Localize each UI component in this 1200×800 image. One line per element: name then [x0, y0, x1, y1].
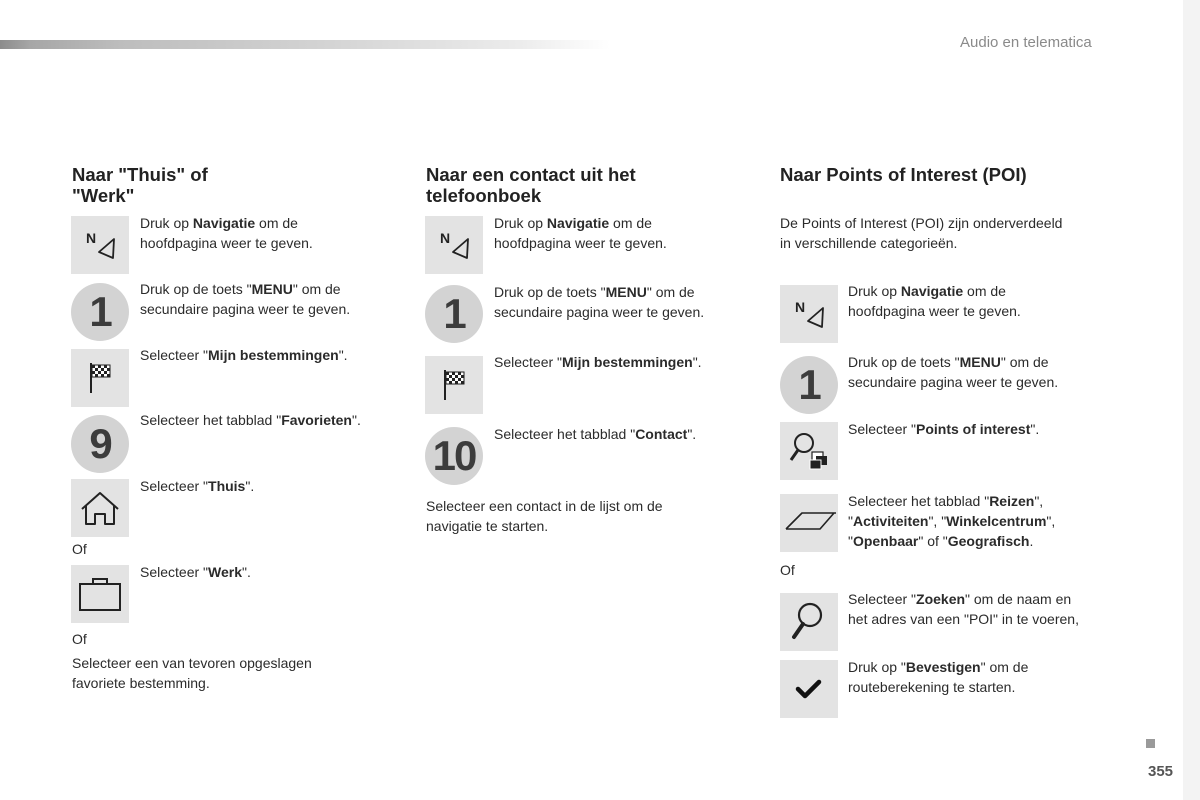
page-marker: [1146, 739, 1155, 748]
step-text: Druk op "Bevestigen" om de routeberekening te starten.: [848, 659, 1029, 695]
header-title: Audio en telematica: [960, 34, 1092, 51]
step-text: Druk op Navigatie om de hoofdpagina weer te geven.: [494, 215, 667, 251]
step-badge: 1: [425, 285, 483, 343]
step-text: Selecteer "Thuis".: [140, 478, 255, 494]
navigation-icon: [425, 216, 483, 274]
checkered-flag-icon: [71, 349, 129, 407]
svg-text:N: N: [86, 230, 97, 246]
page-number: 355: [1148, 763, 1174, 780]
step-badge: 1: [780, 356, 838, 414]
step-text: Druk op de toets "MENU" om de secundaire pagina weer te geven.: [494, 284, 705, 320]
checkered-flag-icon: [425, 356, 483, 414]
step-text: Druk op Navigatie om de hoofdpagina weer te geven.: [140, 215, 313, 251]
step-text: Selecteer het tabblad "Contact".: [494, 426, 697, 442]
step-badge: 1: [71, 283, 129, 341]
step-text: Selecteer het tabblad "Reizen", "Activiteiten", "Winkelcentrum", "Openbaar" of "Geografisch.: [848, 493, 1056, 549]
home-icon: [71, 479, 129, 537]
footer-text: Selecteer een contact in de lijst om de navigatie te starten.: [426, 498, 663, 534]
footer-text: Selecteer een van tevoren opgeslagen favoriete bestemming.: [72, 655, 312, 691]
page-edge-strip: [1183, 0, 1200, 800]
step-text: Druk op Navigatie om de hoofdpagina weer te geven.: [848, 283, 1021, 319]
poi-search-icon: [780, 422, 838, 480]
column-title: Naar Points of Interest (POI): [780, 164, 1027, 185]
column-title: Naar een contact uit het telefoonboek: [426, 164, 636, 206]
intro-text: De Points of Interest (POI) zijn onderverdeeld in verschillende categorieën.: [780, 215, 1063, 251]
step-text: Selecteer het tabblad "Favorieten".: [140, 412, 361, 428]
step-text: Selecteer "Points of interest".: [848, 421, 1040, 437]
or-label: Of: [72, 631, 87, 647]
step-badge: 9: [71, 415, 129, 473]
or-label: Of: [780, 562, 795, 578]
step-badge: 10: [425, 427, 483, 485]
briefcase-icon: [71, 565, 129, 623]
svg-text:N: N: [440, 230, 451, 246]
column-title: Naar "Thuis" of "Werk": [72, 164, 208, 206]
checkmark-icon: [780, 660, 838, 718]
navigation-icon: [71, 216, 129, 274]
header-gradient-bar: [0, 40, 610, 49]
magnifier-icon: [780, 593, 838, 651]
or-label: Of: [72, 541, 87, 557]
svg-text:N: N: [795, 299, 806, 315]
step-text: Druk op de toets "MENU" om de secundaire pagina weer te geven.: [140, 281, 351, 317]
step-text: Selecteer "Mijn bestemmingen".: [140, 347, 348, 363]
step-text: Selecteer "Zoeken" om de naam en het adres van een "POI" in te voeren,: [848, 591, 1079, 627]
step-text: Selecteer "Werk".: [140, 564, 251, 580]
step-text: Selecteer "Mijn bestemmingen".: [494, 354, 702, 370]
navigation-icon: [780, 285, 838, 343]
road-icon: [780, 494, 838, 552]
step-text: Druk op de toets "MENU" om de secundaire pagina weer te geven.: [848, 354, 1059, 390]
